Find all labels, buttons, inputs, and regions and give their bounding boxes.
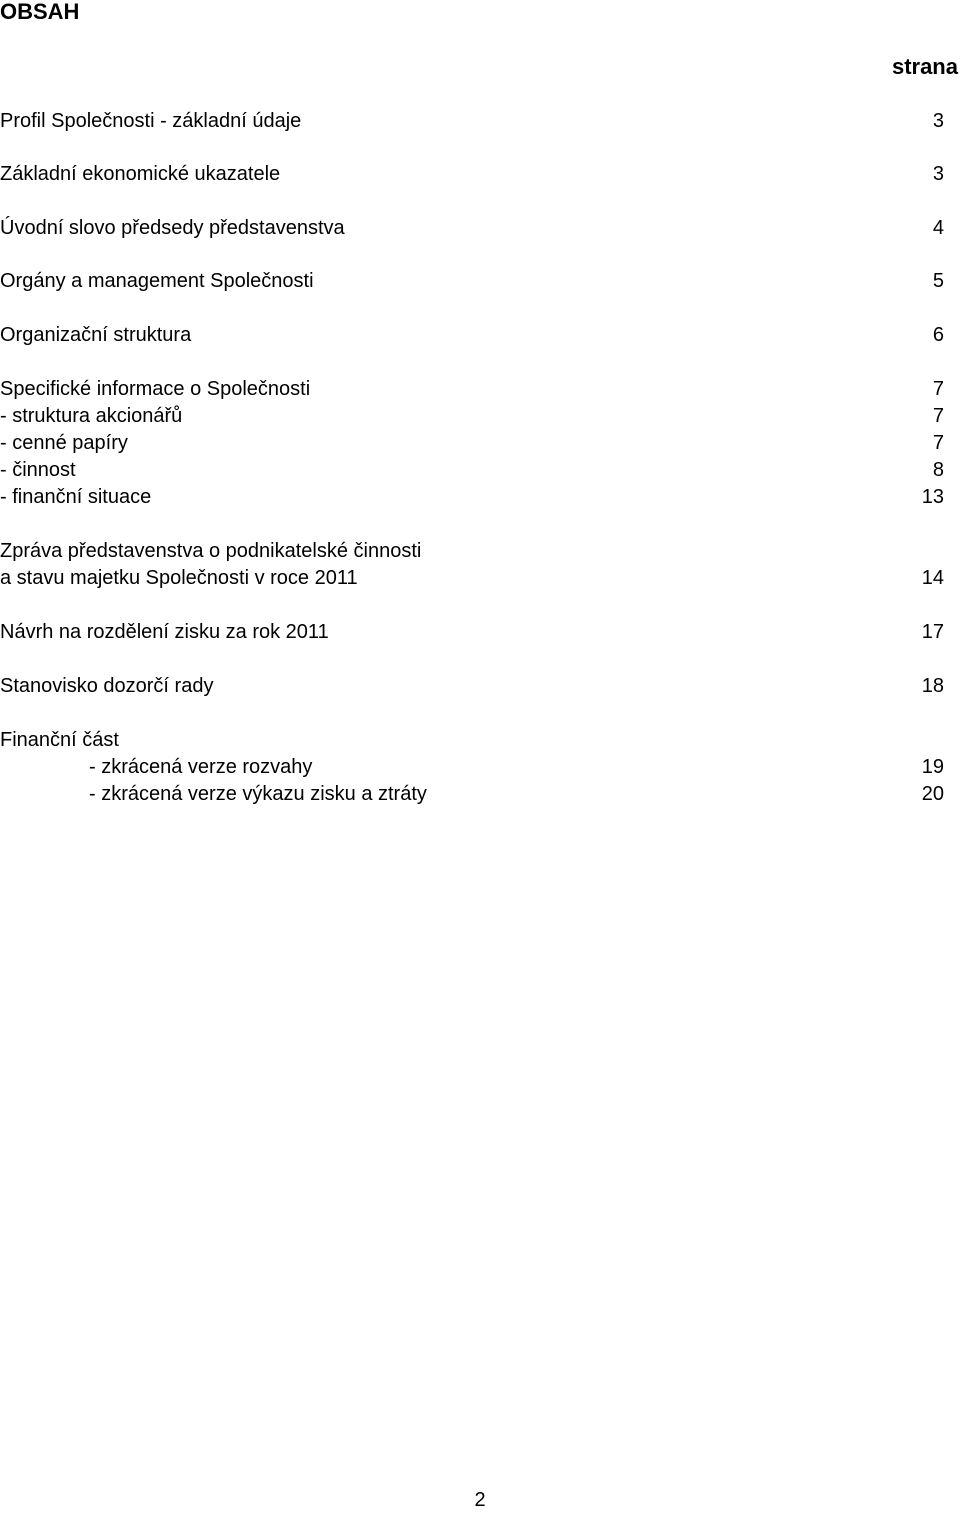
toc-entry-label: - činnost: [0, 459, 76, 481]
toc-entry[interactable]: [0, 376, 944, 402]
toc-entry-label: - cenné papíry: [0, 432, 128, 454]
toc-heading: OBSAH: [0, 0, 80, 24]
toc-entry-label: - zkrácená verze rozvahy: [89, 756, 313, 778]
toc-entry-label: Specifické informace o Společnosti: [0, 378, 311, 400]
toc-entry[interactable]: [0, 727, 944, 753]
toc-entry-label: - finanční situace: [0, 486, 152, 508]
toc-entry-page: 4: [932, 217, 944, 239]
toc-entry-page: 14: [921, 567, 944, 589]
toc-entry-label: Organizační struktura: [0, 324, 192, 346]
toc-entry[interactable]: [0, 619, 944, 645]
page-number: 2: [474, 1489, 486, 1511]
toc-entry-page: 8: [932, 459, 944, 481]
toc-entry-label: a stavu majetku Společnosti v roce 2011: [0, 567, 358, 589]
toc-entry-page: 5: [932, 270, 944, 292]
toc-entry-page: 7: [932, 378, 944, 400]
toc-entry-page: 13: [921, 486, 944, 508]
toc-entry-page: 6: [932, 324, 944, 346]
toc-entry[interactable]: [0, 322, 944, 348]
toc-entry-label: Zpráva představenstva o podnikatelské činnosti: [0, 540, 422, 562]
toc-entry-page: 7: [932, 432, 944, 454]
toc-entry-label: Finanční část: [0, 729, 119, 751]
toc-subentry[interactable]: [0, 430, 944, 456]
toc-subentry[interactable]: [0, 781, 944, 807]
toc-entry[interactable]: [0, 161, 944, 187]
toc-entry-label: - zkrácená verze výkazu zisku a ztráty: [89, 783, 427, 805]
toc-entry[interactable]: [0, 565, 944, 591]
toc-entry[interactable]: [0, 108, 944, 134]
toc-entry-label: Základní ekonomické ukazatele: [0, 163, 281, 185]
toc-subentry[interactable]: [0, 754, 944, 780]
toc-entry-page: 17: [921, 621, 944, 643]
toc-entry-label: Profil Společnosti - základní údaje: [0, 110, 302, 132]
toc-entry[interactable]: [0, 268, 944, 294]
toc-entry-label: Návrh na rozdělení zisku za rok 2011: [0, 621, 329, 643]
toc-entry[interactable]: [0, 673, 944, 699]
toc-entry-page: 19: [921, 756, 944, 778]
toc-entry-label: - struktura akcionářů: [0, 405, 183, 427]
toc-entry-label: Stanovisko dozorčí rady: [0, 675, 214, 697]
toc-subentry[interactable]: [0, 484, 944, 510]
toc-subentry[interactable]: [0, 403, 944, 429]
toc-entry[interactable]: [0, 538, 944, 564]
toc-entry-page: 3: [932, 163, 944, 185]
toc-entry-label: Orgány a management Společnosti: [0, 270, 314, 292]
toc-entry-page: 18: [921, 675, 944, 697]
toc-entry-page: 3: [932, 110, 944, 132]
toc-entry-page: 20: [921, 783, 944, 805]
toc-entry-page: 7: [932, 405, 944, 427]
page-column-header: strana: [891, 54, 958, 79]
toc-subentry[interactable]: [0, 457, 944, 483]
toc-entry[interactable]: [0, 215, 944, 241]
toc-entry-label: Úvodní slovo předsedy představenstva: [0, 217, 345, 239]
